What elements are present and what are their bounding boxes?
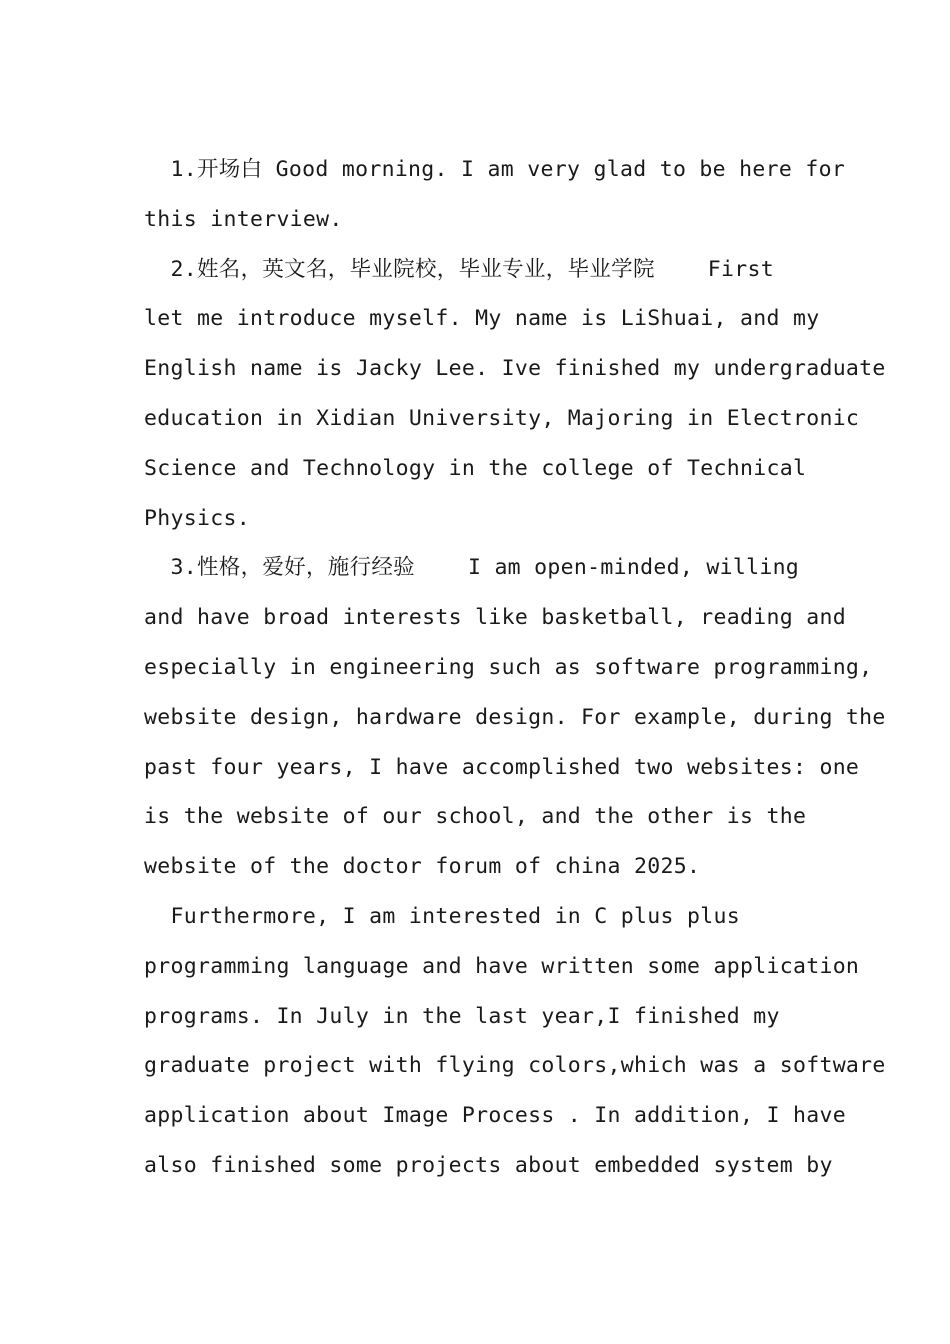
text-line: website design, hardware design. For example, during the — [144, 704, 886, 730]
text-line: this interview. — [144, 206, 343, 232]
text-line: and have broad interests like basketball, reading and — [144, 605, 846, 631]
paragraph-introduction — [118, 245, 886, 544]
text-line: Physics. — [144, 505, 250, 531]
text-line: education in Xidian University, Majoring in Electronic — [144, 405, 860, 431]
paragraph-opening — [118, 145, 846, 245]
text-line: is the website of our school, and the other is the — [144, 804, 807, 830]
text-line: 3.性格，爱好，施行经验 I am open-minded, willing — [144, 555, 800, 581]
text-line: past four years, I have accomplished two websites: one — [144, 754, 860, 780]
document-body — [118, 145, 886, 1191]
text-line: application about Image Process . In addition, I have — [144, 1103, 846, 1129]
text-line: let me introduce myself. My name is LiShuai, and my — [144, 306, 820, 332]
paragraph-personality — [118, 543, 886, 892]
text-line: Science and Technology in the college of Technical — [144, 455, 807, 481]
text-line: especially in engineering such as software programming, — [144, 654, 873, 680]
text-line: also finished some projects about embedded system by — [144, 1152, 833, 1178]
text-line: 1.开场白 Good morning. I am very glad to be here for — [144, 157, 846, 182]
text-line: programming language and have written some application — [144, 953, 860, 979]
text-line: programs. In July in the last year,I finished my — [144, 1003, 780, 1029]
text-line: English name is Jacky Lee. Ive finished my undergraduate — [144, 356, 886, 382]
text-line: 2.姓名，英文名，毕业院校，毕业专业，毕业学院 First — [144, 256, 774, 282]
paragraph-furthermore — [118, 892, 886, 1191]
text-line: graduate project with flying colors,which was a software — [144, 1053, 886, 1079]
text-line: Furthermore, I am interested in C plus plus — [144, 903, 740, 929]
text-line: website of the doctor forum of china 2025. — [144, 854, 701, 880]
